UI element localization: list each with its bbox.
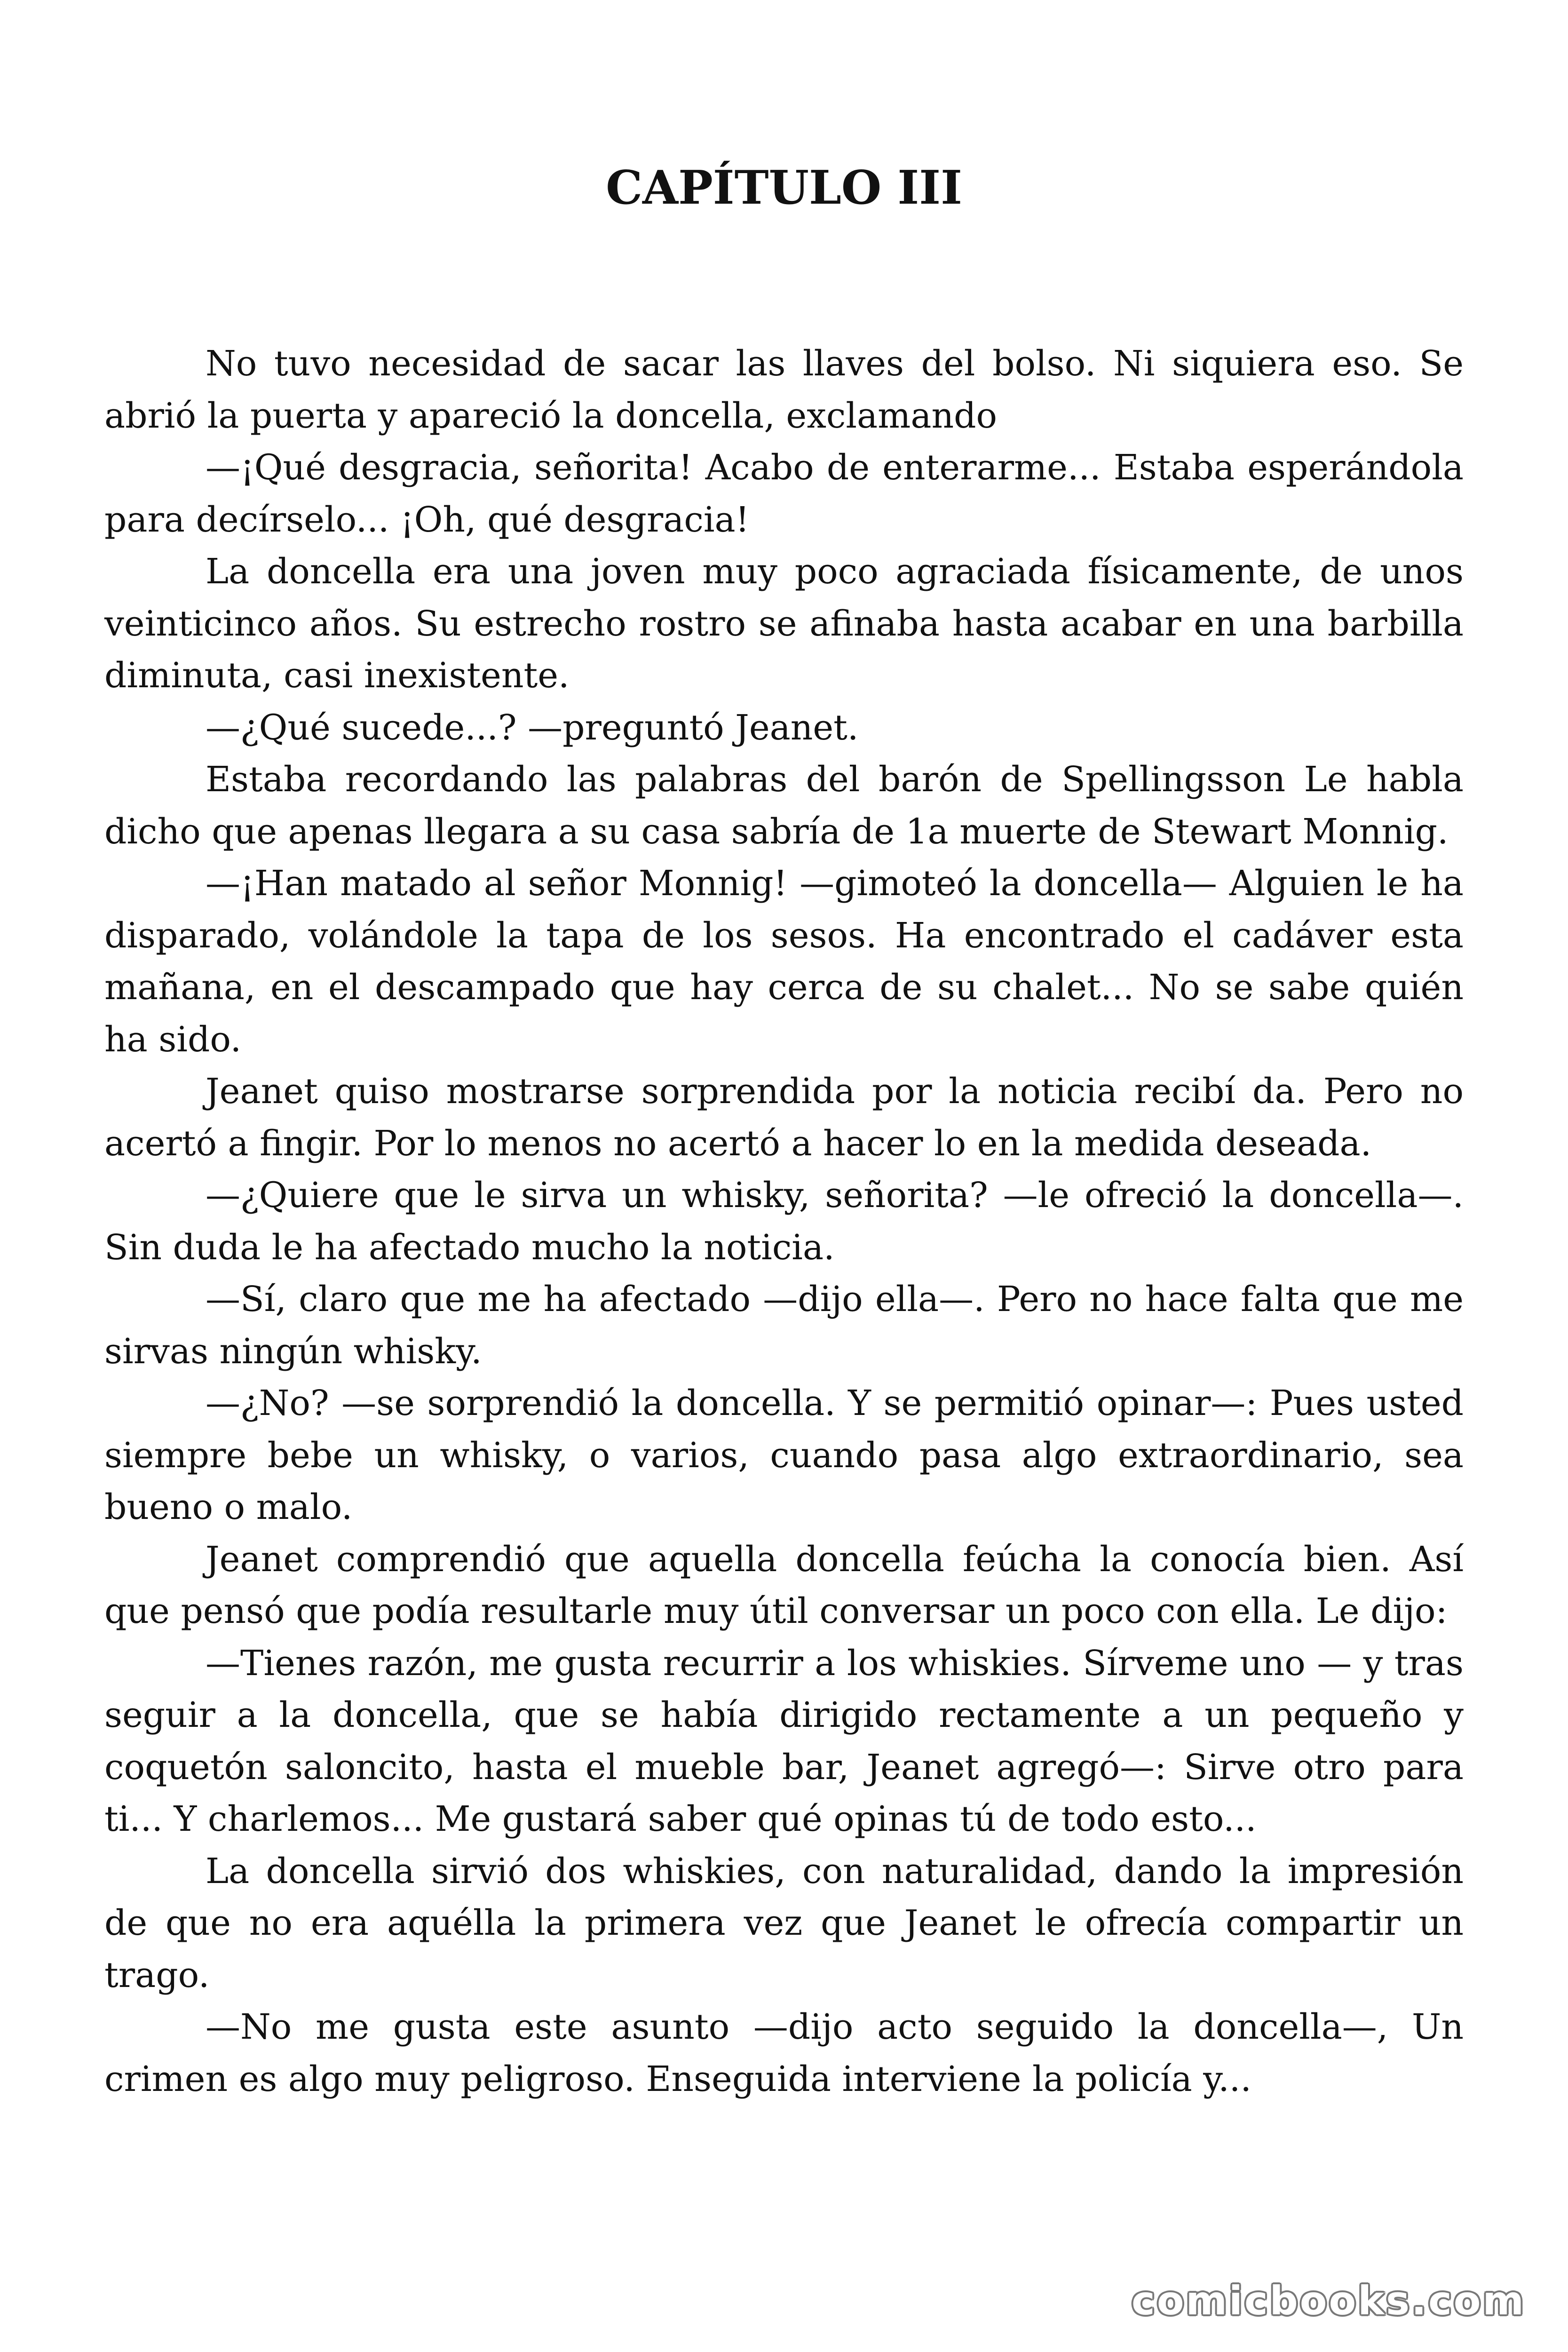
paragraph: Jeanet quiso mostrarse sorprendida por la noticia recibí da. Pero no acertó a fingir. Por lo menos no acertó a hacer lo en la medida deseada. [104, 1071, 1464, 1164]
paragraph: —¡Han matado al señor Monnig! —gimoteó la doncella— Alguien le ha disparado, volándole la tapa de los sesos. Ha encontrado el cadáver esta mañana, en el descampado que hay cerca de su chalet... No se sabe quién ha sido. [104, 863, 1464, 1060]
paragraph: La doncella era una joven muy poco agraciada físicamente, de unos veinticinco años. Su estrecho rostro se afinaba hasta acabar en una barbilla diminuta, casi inexistente. [104, 551, 1464, 696]
paragraph: —Tienes razón, me gusta recurrir a los whiskies. Sírveme uno — y tras seguir a la doncella, que se había dirigido rectamente a un pequeño y coquetón saloncito, hasta el mueble bar, Jeanet agregó—: Sirve otro para ti... Y charlemos... Me gustará saber qué opinas tú de todo esto... [104, 1643, 1464, 1839]
paragraph: —No me gusta este asunto —dijo acto seguido la doncella—, Un crimen es algo muy peligroso. Enseguida interviene la policía y... [104, 2007, 1464, 2099]
paragraph: La doncella sirvió dos whiskies, con naturalidad, dando la impresión de que no era aquélla la primera vez que Jeanet le ofrecía compartir un trago. [104, 1851, 1464, 1995]
paragraph: —Sí, claro que me ha afectado —dijo ella—. Pero no hace falta que me sirvas ningún whisky. [104, 1279, 1464, 1372]
paragraph: —¿No? —se sorprendió la doncella. Y se permitió opinar—: Pues usted siempre bebe un whisky, o varios, cuando pasa algo extraordinario, sea bueno o malo. [104, 1383, 1464, 1527]
chapter-title: CAPÍTULO III [606, 161, 962, 215]
paragraph: Estaba recordando las palabras del barón de Spellingsson Le habla dicho que apenas llegara a su casa sabría de 1a muerte de Stewart Monnig. [104, 759, 1464, 852]
paragraph: No tuvo necesidad de sacar las llaves del bolso. Ni siquiera eso. Se abrió la puerta y apareció la doncella, exclamando [104, 343, 1464, 436]
paragraph: —¿Qué sucede...? —preguntó Jeanet. [206, 707, 859, 748]
paragraph: Jeanet comprendió que aquella doncella feúcha la conocía bien. Así que pensó que podía resultarle muy útil conversar un poco con ella. Le dijo: [104, 1539, 1464, 1631]
paragraph: —¡Qué desgracia, señorita! Acabo de enterarme... Estaba esperándola para decírselo... ¡Oh, qué desgracia! [104, 447, 1464, 540]
paragraph: —¿Quiere que le sirva un whisky, señorita? —le ofreció la doncella—. Sin duda le ha afectado mucho la noticia. [104, 1175, 1464, 1268]
site-watermark: comicbooks.com [1132, 2278, 1526, 2324]
chapter-body [104, 338, 1464, 2105]
